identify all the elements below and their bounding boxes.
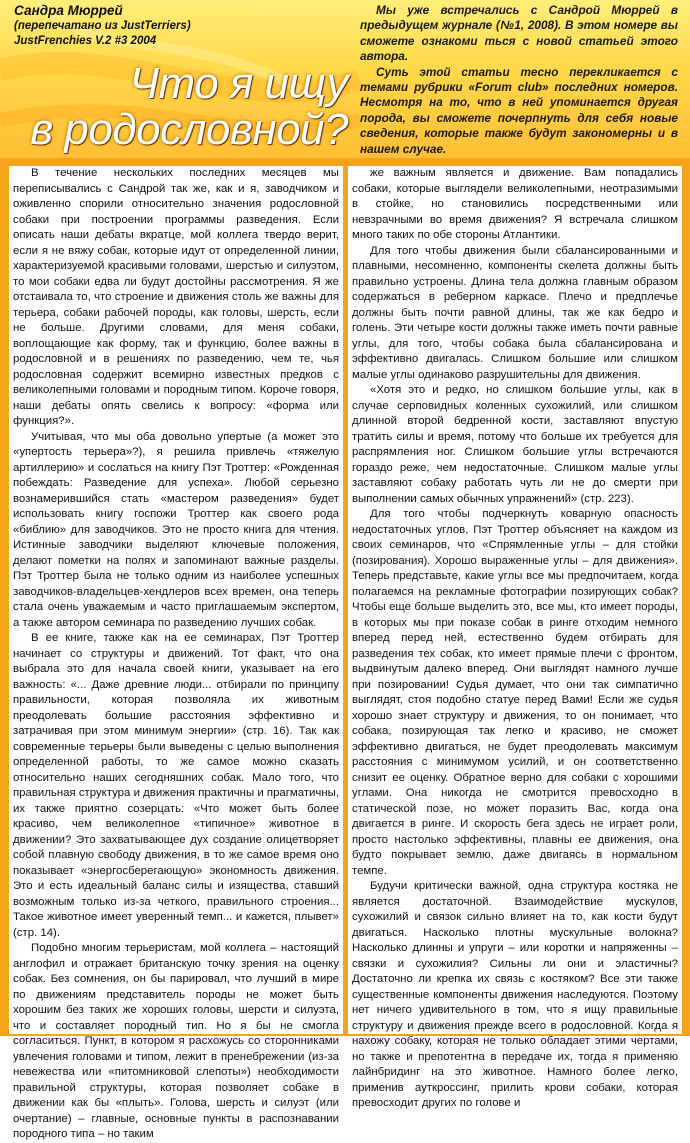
header-banner xyxy=(0,0,690,158)
author-block xyxy=(14,3,191,49)
author-name: Сандра Мюррей xyxy=(14,3,123,18)
body-paragraph: «Хотя это и редко, но слишком большие углы, как в случае серповидных коленных сухожилий, или слишком длинной второй бедренной кости, заставляют впустую тратить силы и время, потому что больше их требуется для распрямления ног. Слишком большие углы встречаются гораздо реже, чем недостаточные. Слишком малые углы заставляют собаку работать чуть ли не до смерти при выполнении самых обычных упражнений» (стр. 223). xyxy=(352,384,678,505)
body-paragraph: Будучи критически важной, одна структура костяка не является достаточной. Взаимодействие мускулов, сухожилий и связок сильно влияет на то, как кости будут двигаться. Насколько плотны мускульные волокна? Насколько длинны и упруги – или коротки и напряженны – связки и сухожилия? Сильны ли они и эластичны? Достаточно ли крепка их связь с костяком? Все эти также существенные компоненты движения наследуются. Поэтому нет ничего удивительного в том, что я ищу правильные структуру и движения прежде всего в родословной. Когда я нахожу собаку, которая не только обладает этими чертами, но также и препотентна в передаче их, тогда я применяю лайнбридинг на это животное. Намного более легко, применив ауткроссинг, прилить крови собаки, которая превосходит других по голове и xyxy=(352,880,678,1109)
article-title-line2: в родословной? xyxy=(30,105,348,154)
body-paragraph: В течение нескольких последних месяцев мы переписывались с Сандрой так же, как и я, заводчиком и оживленно спорили относительно значения родословной собаки при построении программы разведения. Если описать наши дебаты вкратце, мой коллега твердо верит, если я не вяжу собак, которые идут от определенной линии, характеризуемой красивыми головами, шерстью и силуэтом, то мои собаки едва ли будут достойны рассмотрения. Я же отстаивала то, что строение и движения столь же важны для терьера, собаки рабочей породы, как головы, шерсть, если не больше. Другими словами, для меня собаки, воплощающие как форму, так и функцию, более важны в родословной и в решениях по разведению, чем те, чья родословная содержит всемирно известных предков с великолепными головами и породным типом. Короче говоря, наши дебаты опять свелись к вопросу: «форма или функция?». xyxy=(13,167,339,427)
right-column xyxy=(348,166,682,1109)
body-paragraph: Подобно многим терьеристам, мой коллега – настоящий англофил и отражает британскую точку зрения на оценку собак. Без сомнения, он бы парировал, что лучший в мире по движениям представитель породы не может быть хорошим без таких же хороших головы, шерсти и силуэта, что и составляет породный тип. Но я бы не смогла согласиться. Пункт, в котором я расхожусь со сторонниками увлечения головами и типом, лежит в пренебрежении (из-за невежества или «питомниковой слепоты») необходимости правильной структуры, которая позволяет собаке в движении как бы «плыть». Голова, шерсть и силуэт (или очертание) – главные, основные пункты в распознавании породного типа – но таким xyxy=(13,942,339,1140)
intro-box xyxy=(360,3,678,157)
body-paragraph: же важным является и движение. Вам попадались собаки, которые выглядели великолепными, неотразимыми в стойке, но становились посредственными или невзрачными во время движения? Я встречала слишком много таких по обе стороны Атлантики. xyxy=(352,167,678,241)
intro-paragraph: Суть этой статьи тесно перекликается с темами рубрики «Forum club» последних номеров. Несмотря на то, что в ней упоминается другая порода, вы сможете почерпнуть для себя новые сведения, которые также будут закономерны и в нашем случае. xyxy=(360,64,678,156)
article-title-line1: Что я ищу xyxy=(129,59,348,108)
reprint-line: (перепечатано из JustTerriers) xyxy=(14,20,191,32)
left-column xyxy=(9,166,343,1140)
body-paragraph: Для того чтобы движения были сбалансированными и плавными, несомненно, компоненты скелета должны быть правильно устроены. Длина тела должна главным образом содержаться в реберном каркасе. Плечо и предплечье должны быть почти равной длины, так же как бедро и голень. Эти четыре кости должны также иметь почти равные углы, для того, чтобы собака была сбалансирована и эффективно двигалась. Слишком большие или слишком малые углы одинаково разрушительны для движения. xyxy=(352,244,678,381)
source-line: JustFrenchies V.2 #3 2004 xyxy=(14,35,157,47)
intro-paragraph: Мы уже встречались с Сандрой Мюррей в предыдущем журнале (№1, 2008). В этом номере вы сможете ознакоми ться с новой статьей этого автора. xyxy=(360,3,678,64)
body-paragraph: Для того чтобы подчеркнуть коварную опасность недостаточных углов, Пэт Троттер объясняет на каждом из своих семинаров, что «Спрямленные углы – для стойки (позирования). Хорошо выраженные углы – для движения». Теперь представьте, какие углы все мы предпочитаем, когда полагаемся на рекламные фотографии позирующих собак? Чтобы еще больше выделить это, все мы, кто имеет породы, в которых мы при показе собак в ринге отходим немного вперед перед ней, естественно будем отбирать для разведения тех собак, кто имеет прямые плечи с фронтом, выдвинутым далеко вперед. Они выглядят намного лучше при позировании! Судья думает, что они так симпатично выглядят, стоя подобно статуе перед Вами! Если же судья хорошо знает структуру и движения, то он понимает, что собака, позирующая так легко и красиво, не сможет эффективно двигаться, не будет преодолевать максимум расстояния с минимумом усилий, и он соответственно снизит ее оценку. Обратное верно для собаки с хорошими углами. Она никогда не смотрится превосходно в статической позе, но может поразить Вас, когда она двигается в ринге. И скорость бега здесь не играет роли, просто настолько эффективны, плавны ее движения, она будто покрывает землю, даже двигаясь в нормальном темпе. xyxy=(352,508,678,877)
body-paragraph: Учитывая, что мы оба довольно упертые (а может это «упертость терьера»?), я решила привлечь «тяжелую артиллерию» и сослаться на книгу Пэт Троттер: «Рожденная побеждать: Разведение для успеха». Любой серьезно вознамерившийся стать «мастером разведения» будет использовать книгу госпожи Троттер как своего рода «библию» для заводчиков. Это не просто книга для чтения. Истинные заводчики выделяют ключевые положения, делают пометки на полях и запоминают важные разделы. Пэт Троттер была не только одним из наиболее успешных заводчиков-владельцев-хендлеров всех времен, она теперь стала очень уважаемым и часто приглашаемым экспертом, а также автором семинара по разведению лучших собак. xyxy=(13,430,339,629)
body-paragraph: В ее книге, также как на ее семинарах, Пэт Троттер начинает со структуры и движений. Тот факт, что она выбрала это для начала своей книги, указывает на его важность: «... Даже древние люди... отбирали по принципу правильности, которая позволяла их животным преодолевать большие расстояния эффективно и затрачивая при этом минимум энергии» (стр. 16). Так как современные терьеры были выведены с целью выполнения определенной работы, то же самое можно сказать относительно наших сегодняшних собак. Мало того, что правильная структура и движения практичны и прагматичны, их также приятно созерцать: «Что может быть более красиво, чем великолепное «типичное» животное в движении? Это захватывающее дух создание олицетворяет собой плавную свободу движения, в то же самое время оно показывает «энергосберегающую» экономность движения. Это и есть идеальный баланс силы и изящества, ставший возможным только из-за четкого, правильного строения... Такое животное имеет уверенный темп... и кажется, плывет» (стр. 14). xyxy=(13,632,339,939)
